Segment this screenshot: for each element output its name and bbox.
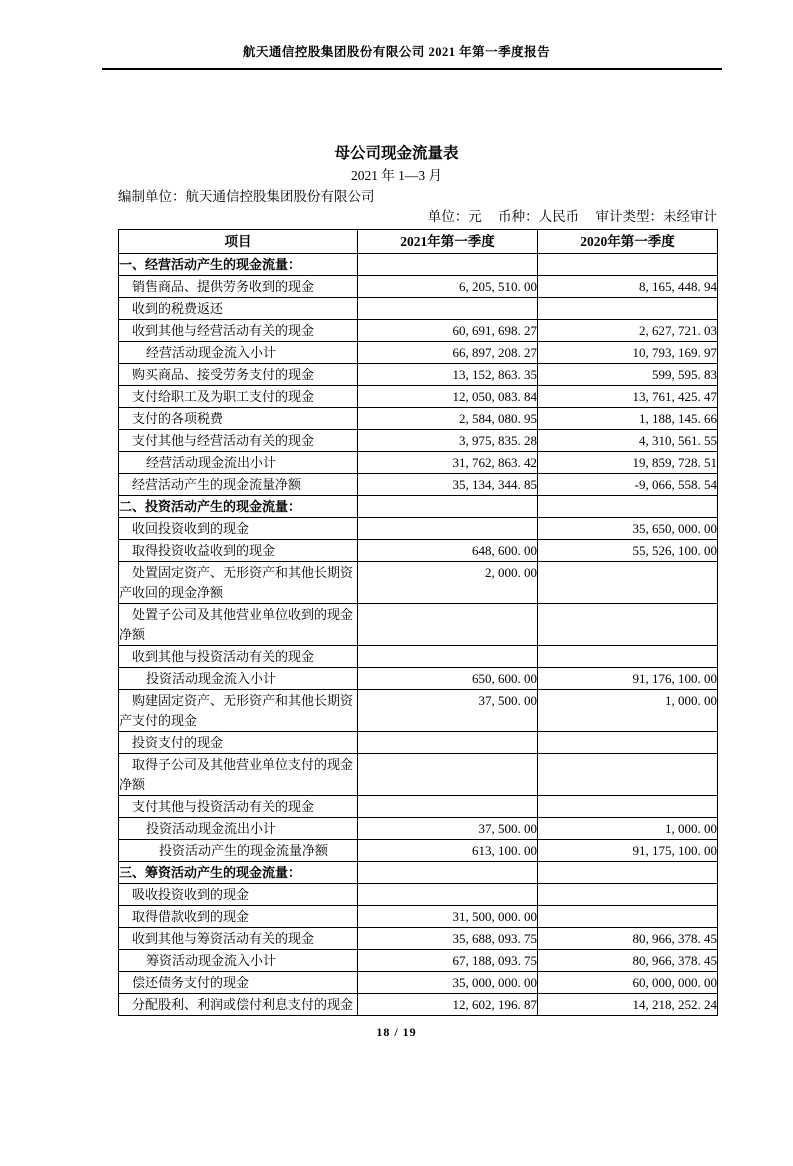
row-value-2020-q1: 91, 176, 100. 00 (538, 668, 718, 690)
table-row (119, 928, 718, 950)
row-value-2021-q1 (358, 754, 538, 796)
row-item-label: 取得投资收益收到的现金 (119, 540, 358, 562)
row-value-2020-q1: 80, 966, 378. 45 (538, 928, 718, 950)
table-row (119, 950, 718, 972)
table-header-row (119, 230, 718, 254)
row-value-2020-q1: 1, 000. 00 (538, 690, 718, 732)
column-header-2021-q1: 2021年第一季度 (358, 230, 538, 254)
row-item-label: 收到其他与经营活动有关的现金 (119, 320, 358, 342)
row-item-label: 处置子公司及其他营业单位收到的现金净额 (119, 604, 358, 646)
row-value-2020-q1 (538, 862, 718, 884)
table-row (119, 298, 718, 320)
row-item-label: 吸收投资收到的现金 (119, 884, 358, 906)
row-item-label: 经营活动现金流入小计 (119, 342, 358, 364)
table-row (119, 796, 718, 818)
row-value-2021-q1 (358, 862, 538, 884)
row-value-2021-q1: 650, 600. 00 (358, 668, 538, 690)
row-value-2020-q1: 91, 175, 100. 00 (538, 840, 718, 862)
row-item-label: 购建固定资产、无形资产和其他长期资产支付的现金 (119, 690, 358, 732)
table-row (119, 518, 718, 540)
row-item-label: 筹资活动现金流入小计 (119, 950, 358, 972)
row-item-label: 取得借款收到的现金 (119, 906, 358, 928)
row-value-2021-q1 (358, 298, 538, 320)
row-item-label: 投资活动现金流出小计 (119, 818, 358, 840)
row-value-2021-q1 (358, 884, 538, 906)
row-value-2021-q1: 2, 584, 080. 95 (358, 408, 538, 430)
row-item-label: 销售商品、提供劳务收到的现金 (119, 276, 358, 298)
table-row (119, 818, 718, 840)
document-page (0, 44, 793, 1040)
row-value-2020-q1: 35, 650, 000. 00 (538, 518, 718, 540)
row-value-2020-q1 (538, 884, 718, 906)
table-row (119, 254, 718, 276)
table-row (119, 840, 718, 862)
table-row (119, 604, 718, 646)
table-row (119, 562, 718, 604)
statement-meta-line (118, 208, 717, 226)
row-value-2021-q1: 3, 975, 835. 28 (358, 430, 538, 452)
table-row (119, 386, 718, 408)
table-row (119, 906, 718, 928)
row-value-2020-q1: 55, 526, 100. 00 (538, 540, 718, 562)
row-value-2020-q1: 60, 000, 000. 00 (538, 972, 718, 994)
row-item-label: 分配股利、利润或偿付利息支付的现金 (119, 994, 358, 1016)
page-header (0, 44, 793, 70)
row-value-2021-q1 (358, 646, 538, 668)
row-value-2021-q1 (358, 518, 538, 540)
row-value-2020-q1: 4, 310, 561. 55 (538, 430, 718, 452)
row-value-2021-q1: 66, 897, 208. 27 (358, 342, 538, 364)
row-value-2021-q1: 6, 205, 510. 00 (358, 276, 538, 298)
currency-label: 币种：人民币 (498, 209, 580, 224)
row-value-2021-q1: 67, 188, 093. 75 (358, 950, 538, 972)
row-value-2020-q1 (538, 754, 718, 796)
table-row (119, 646, 718, 668)
row-item-label: 收回投资收到的现金 (119, 518, 358, 540)
row-value-2020-q1 (538, 646, 718, 668)
table-row (119, 732, 718, 754)
row-item-label: 支付其他与投资活动有关的现金 (119, 796, 358, 818)
prepared-by-line: 编制单位：航天通信控股集团股份有限公司 (118, 189, 375, 204)
row-value-2020-q1: 599, 595. 83 (538, 364, 718, 386)
table-row (119, 994, 718, 1016)
row-value-2020-q1 (538, 254, 718, 276)
row-value-2020-q1 (538, 604, 718, 646)
row-item-label: 一、经营活动产生的现金流量： (119, 254, 358, 276)
row-value-2020-q1: 19, 859, 728. 51 (538, 452, 718, 474)
row-value-2021-q1: 12, 602, 196. 87 (358, 994, 538, 1016)
row-value-2020-q1 (538, 298, 718, 320)
table-row (119, 408, 718, 430)
row-value-2021-q1: 13, 152, 863. 35 (358, 364, 538, 386)
row-value-2020-q1 (538, 496, 718, 518)
row-item-label: 取得子公司及其他营业单位支付的现金净额 (119, 754, 358, 796)
row-value-2021-q1: 37, 500. 00 (358, 690, 538, 732)
row-value-2020-q1 (538, 906, 718, 928)
table-row (119, 862, 718, 884)
row-item-label: 购买商品、接受劳务支付的现金 (119, 364, 358, 386)
row-value-2020-q1: 13, 761, 425. 47 (538, 386, 718, 408)
row-value-2020-q1: -9, 066, 558. 54 (538, 474, 718, 496)
table-row (119, 668, 718, 690)
row-item-label: 处置固定资产、无形资产和其他长期资产收回的现金净额 (119, 562, 358, 604)
table-row (119, 754, 718, 796)
table-row (119, 320, 718, 342)
table-row (119, 364, 718, 386)
row-value-2021-q1: 613, 100. 00 (358, 840, 538, 862)
row-value-2021-q1: 31, 500, 000. 00 (358, 906, 538, 928)
row-item-label: 经营活动现金流出小计 (119, 452, 358, 474)
row-value-2020-q1: 1, 188, 145. 66 (538, 408, 718, 430)
row-value-2021-q1: 648, 600. 00 (358, 540, 538, 562)
column-header-2020-q1: 2020年第一季度 (538, 230, 718, 254)
row-value-2021-q1: 2, 000. 00 (358, 562, 538, 604)
row-value-2021-q1: 31, 762, 863. 42 (358, 452, 538, 474)
row-value-2020-q1: 10, 793, 169. 97 (538, 342, 718, 364)
row-value-2021-q1: 60, 691, 698. 27 (358, 320, 538, 342)
row-item-label: 投资支付的现金 (119, 732, 358, 754)
row-item-label: 投资活动产生的现金流量净额 (119, 840, 358, 862)
row-value-2021-q1 (358, 732, 538, 754)
row-value-2021-q1: 35, 688, 093. 75 (358, 928, 538, 950)
column-header-item: 项目 (119, 230, 358, 254)
row-value-2020-q1: 1, 000. 00 (538, 818, 718, 840)
row-item-label: 三、筹资活动产生的现金流量： (119, 862, 358, 884)
table-row (119, 430, 718, 452)
audit-type-label: 审计类型：未经审计 (595, 209, 717, 224)
table-row (119, 540, 718, 562)
table-row (119, 276, 718, 298)
row-value-2021-q1: 37, 500. 00 (358, 818, 538, 840)
row-value-2020-q1: 80, 966, 378. 45 (538, 950, 718, 972)
row-item-label: 偿还债务支付的现金 (119, 972, 358, 994)
unit-label: 单位：元 (427, 209, 482, 224)
table-row (119, 972, 718, 994)
table-row (119, 884, 718, 906)
row-value-2021-q1 (358, 254, 538, 276)
row-value-2020-q1: 2, 627, 721. 03 (538, 320, 718, 342)
table-row (119, 474, 718, 496)
row-value-2021-q1 (358, 496, 538, 518)
row-item-label: 支付给职工及为职工支付的现金 (119, 386, 358, 408)
report-header-title: 航天通信控股集团股份有限公司 2021 年第一季度报告 (242, 45, 551, 59)
row-item-label: 收到的税费返还 (119, 298, 358, 320)
row-item-label: 二、投资活动产生的现金流量： (119, 496, 358, 518)
row-value-2021-q1 (358, 604, 538, 646)
row-value-2020-q1: 14, 218, 252. 24 (538, 994, 718, 1016)
row-value-2021-q1: 35, 134, 344. 85 (358, 474, 538, 496)
table-row (119, 690, 718, 732)
row-item-label: 收到其他与筹资活动有关的现金 (119, 928, 358, 950)
row-value-2021-q1 (358, 796, 538, 818)
row-value-2021-q1: 35, 000, 000. 00 (358, 972, 538, 994)
row-value-2021-q1: 12, 050, 083. 84 (358, 386, 538, 408)
table-row (119, 496, 718, 518)
row-item-label: 收到其他与投资活动有关的现金 (119, 646, 358, 668)
row-item-label: 经营活动产生的现金流量净额 (119, 474, 358, 496)
table-row (119, 342, 718, 364)
row-item-label: 支付其他与经营活动有关的现金 (119, 430, 358, 452)
statement-period: 2021 年 1—3 月 (350, 168, 443, 183)
row-value-2020-q1: 8, 165, 448. 94 (538, 276, 718, 298)
row-item-label: 支付的各项税费 (119, 408, 358, 430)
row-value-2020-q1 (538, 562, 718, 604)
row-item-label: 投资活动现金流入小计 (119, 668, 358, 690)
header-divider (102, 68, 722, 70)
page-number: 18 / 19 (376, 1025, 417, 1039)
row-value-2020-q1 (538, 732, 718, 754)
statement-title: 母公司现金流量表 (334, 145, 459, 162)
table-row (119, 452, 718, 474)
row-value-2020-q1 (538, 796, 718, 818)
cash-flow-table (118, 229, 718, 1016)
